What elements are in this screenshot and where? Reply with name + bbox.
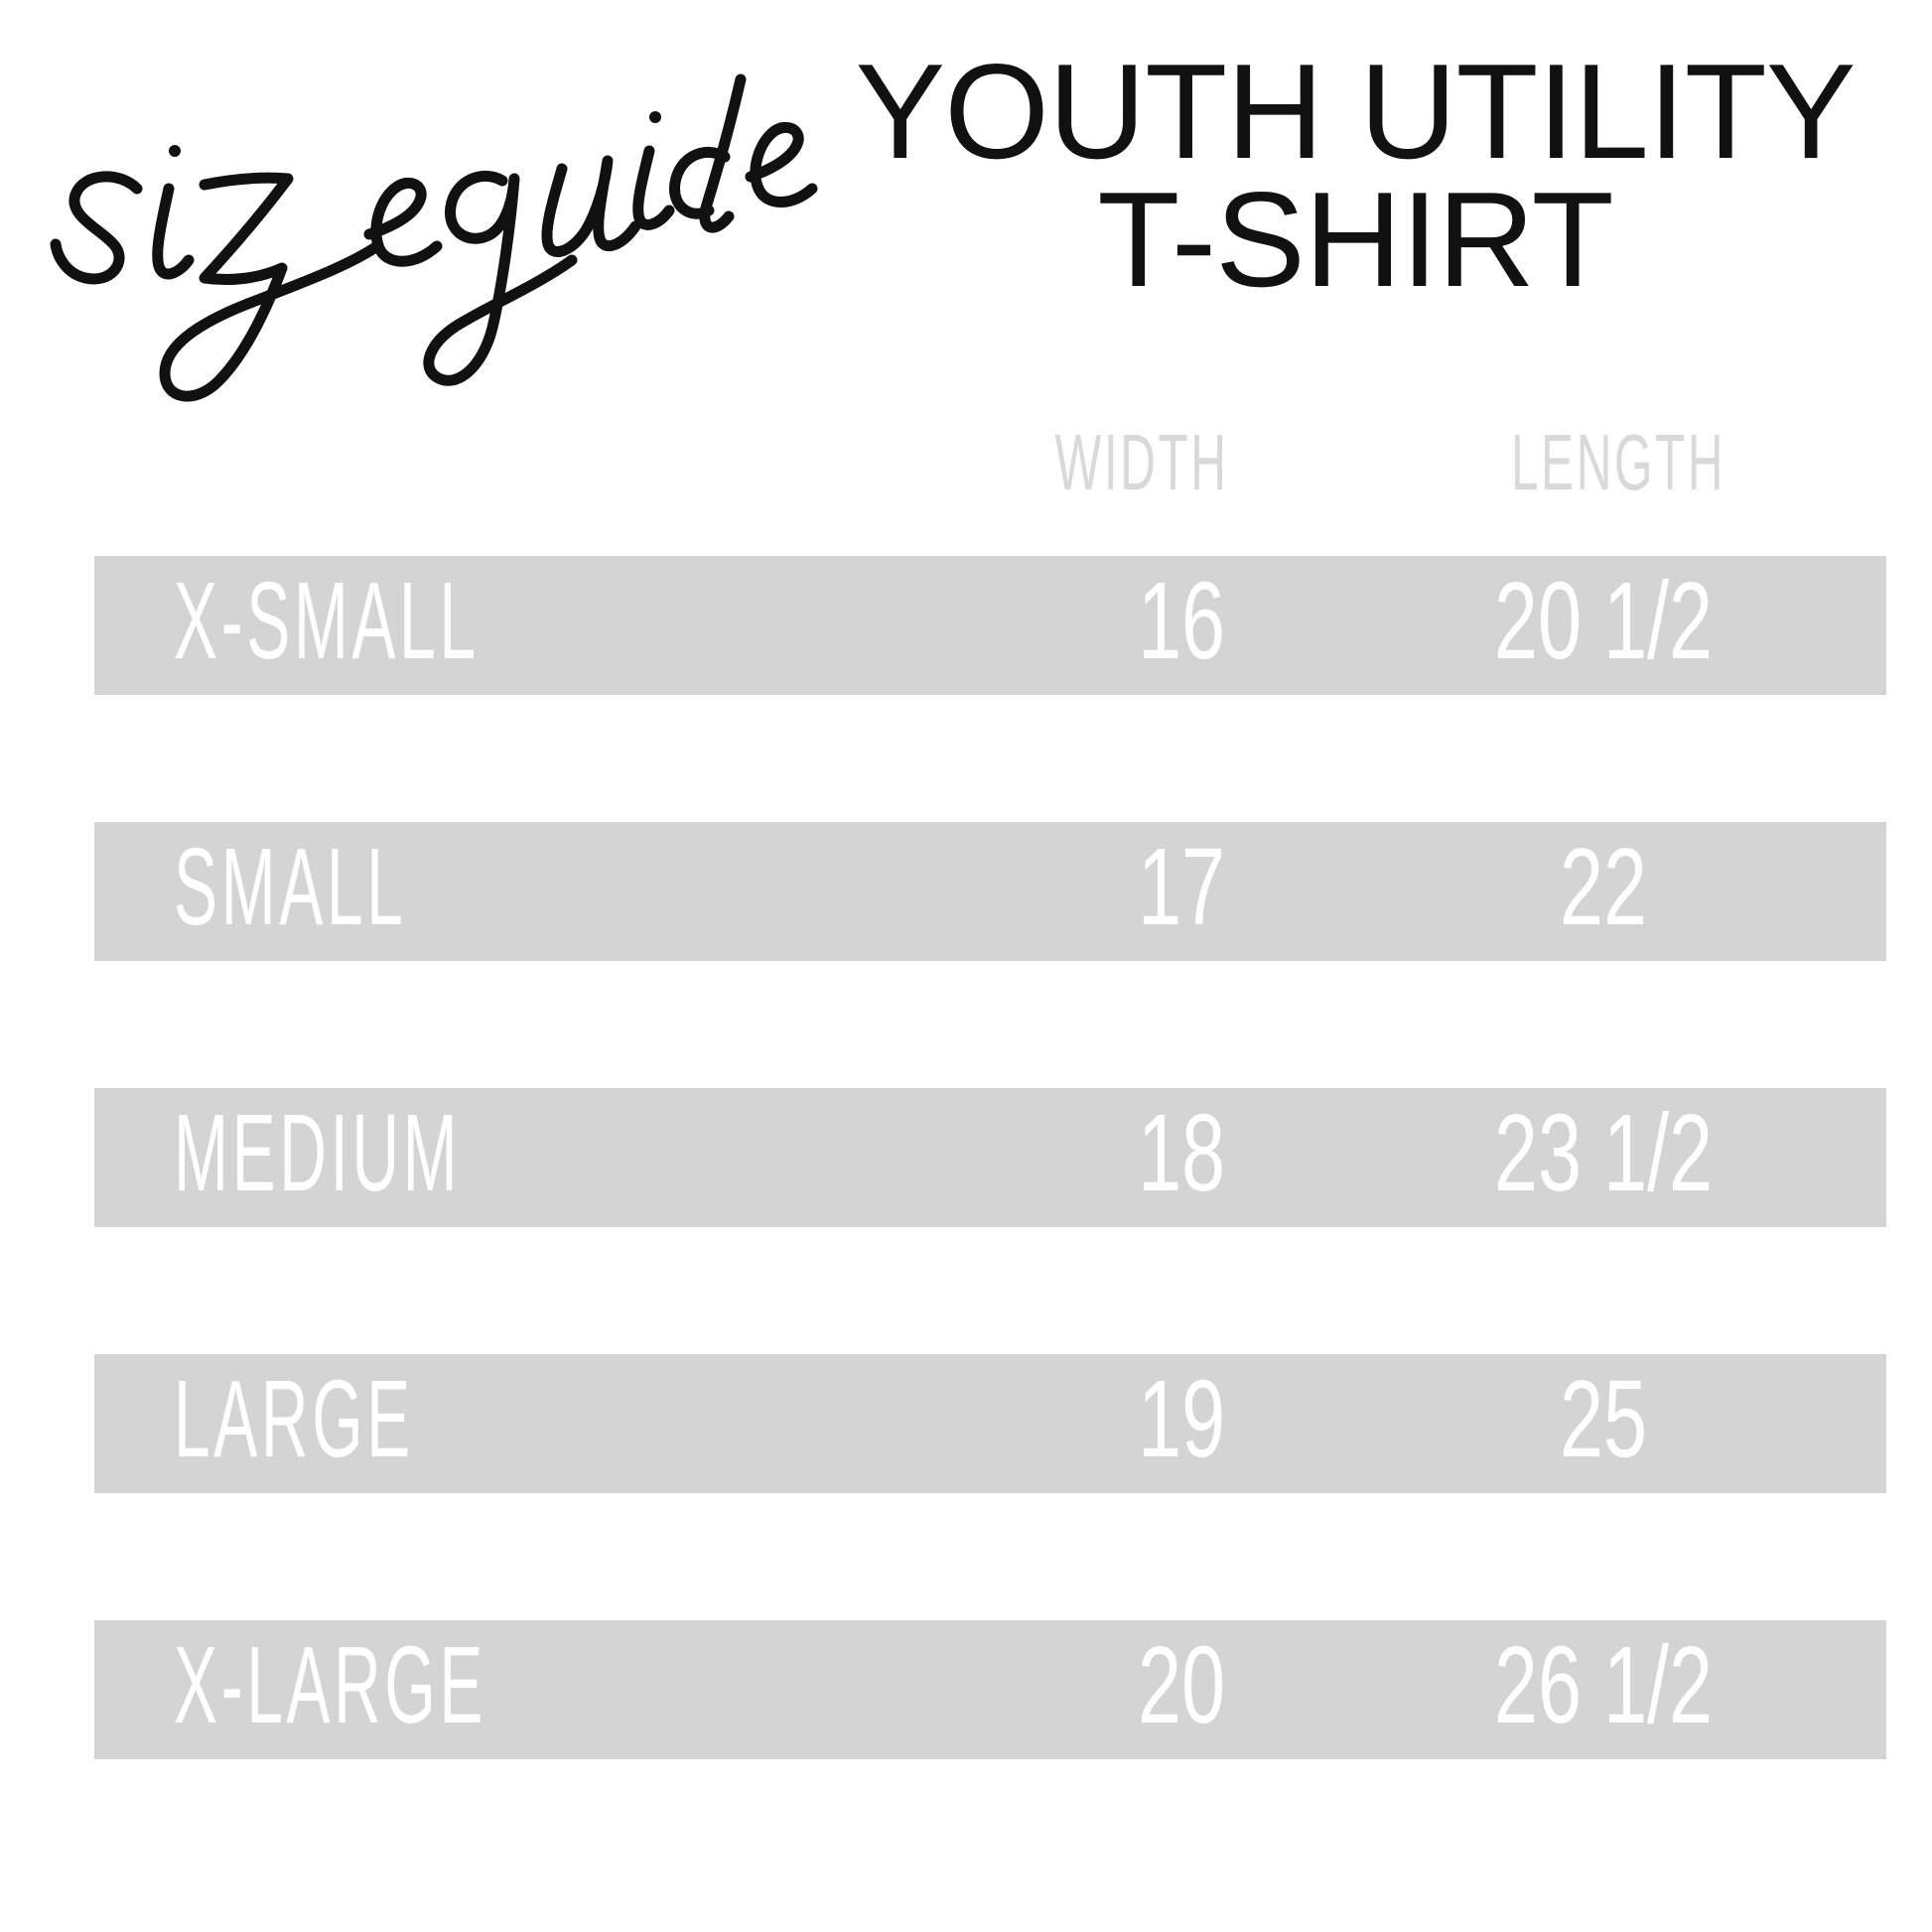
- row-size-label: SMALL: [174, 826, 407, 948]
- title-line-2: T-SHIRT: [1097, 164, 1613, 316]
- row-width-value: 17: [1137, 826, 1226, 948]
- row-size-label: X-LARGE: [174, 1624, 486, 1746]
- row-width-value: 18: [1137, 1092, 1226, 1214]
- table-row: [94, 1620, 1886, 1759]
- row-width-value: 20: [1137, 1624, 1226, 1746]
- row-size-label: MEDIUM: [174, 1092, 462, 1214]
- row-width-value: 16: [1137, 560, 1226, 682]
- row-width-value: 19: [1137, 1358, 1226, 1480]
- size-table: [0, 556, 1932, 1886]
- title-line-1: YOUTH UTILITY: [855, 36, 1856, 187]
- row-length-value: 22: [1559, 826, 1648, 948]
- table-row: [94, 1088, 1886, 1227]
- column-header-width: WIDTH: [1054, 418, 1229, 506]
- script-size-guide-label: [20, 40, 834, 417]
- row-size-label: X-SMALL: [174, 560, 480, 682]
- header: [0, 0, 1932, 417]
- row-size-label: LARGE: [174, 1358, 414, 1480]
- page-title: [814, 36, 1896, 316]
- row-length-value: 26 1/2: [1493, 1624, 1714, 1746]
- table-column-headers: [0, 417, 1932, 526]
- row-length-value: 20 1/2: [1493, 560, 1714, 682]
- row-length-value: 25: [1559, 1358, 1648, 1480]
- table-row: [94, 1354, 1886, 1493]
- table-row: [94, 556, 1886, 695]
- row-length-value: 23 1/2: [1493, 1092, 1714, 1214]
- table-row: [94, 822, 1886, 961]
- column-header-length: LENGTH: [1510, 418, 1726, 506]
